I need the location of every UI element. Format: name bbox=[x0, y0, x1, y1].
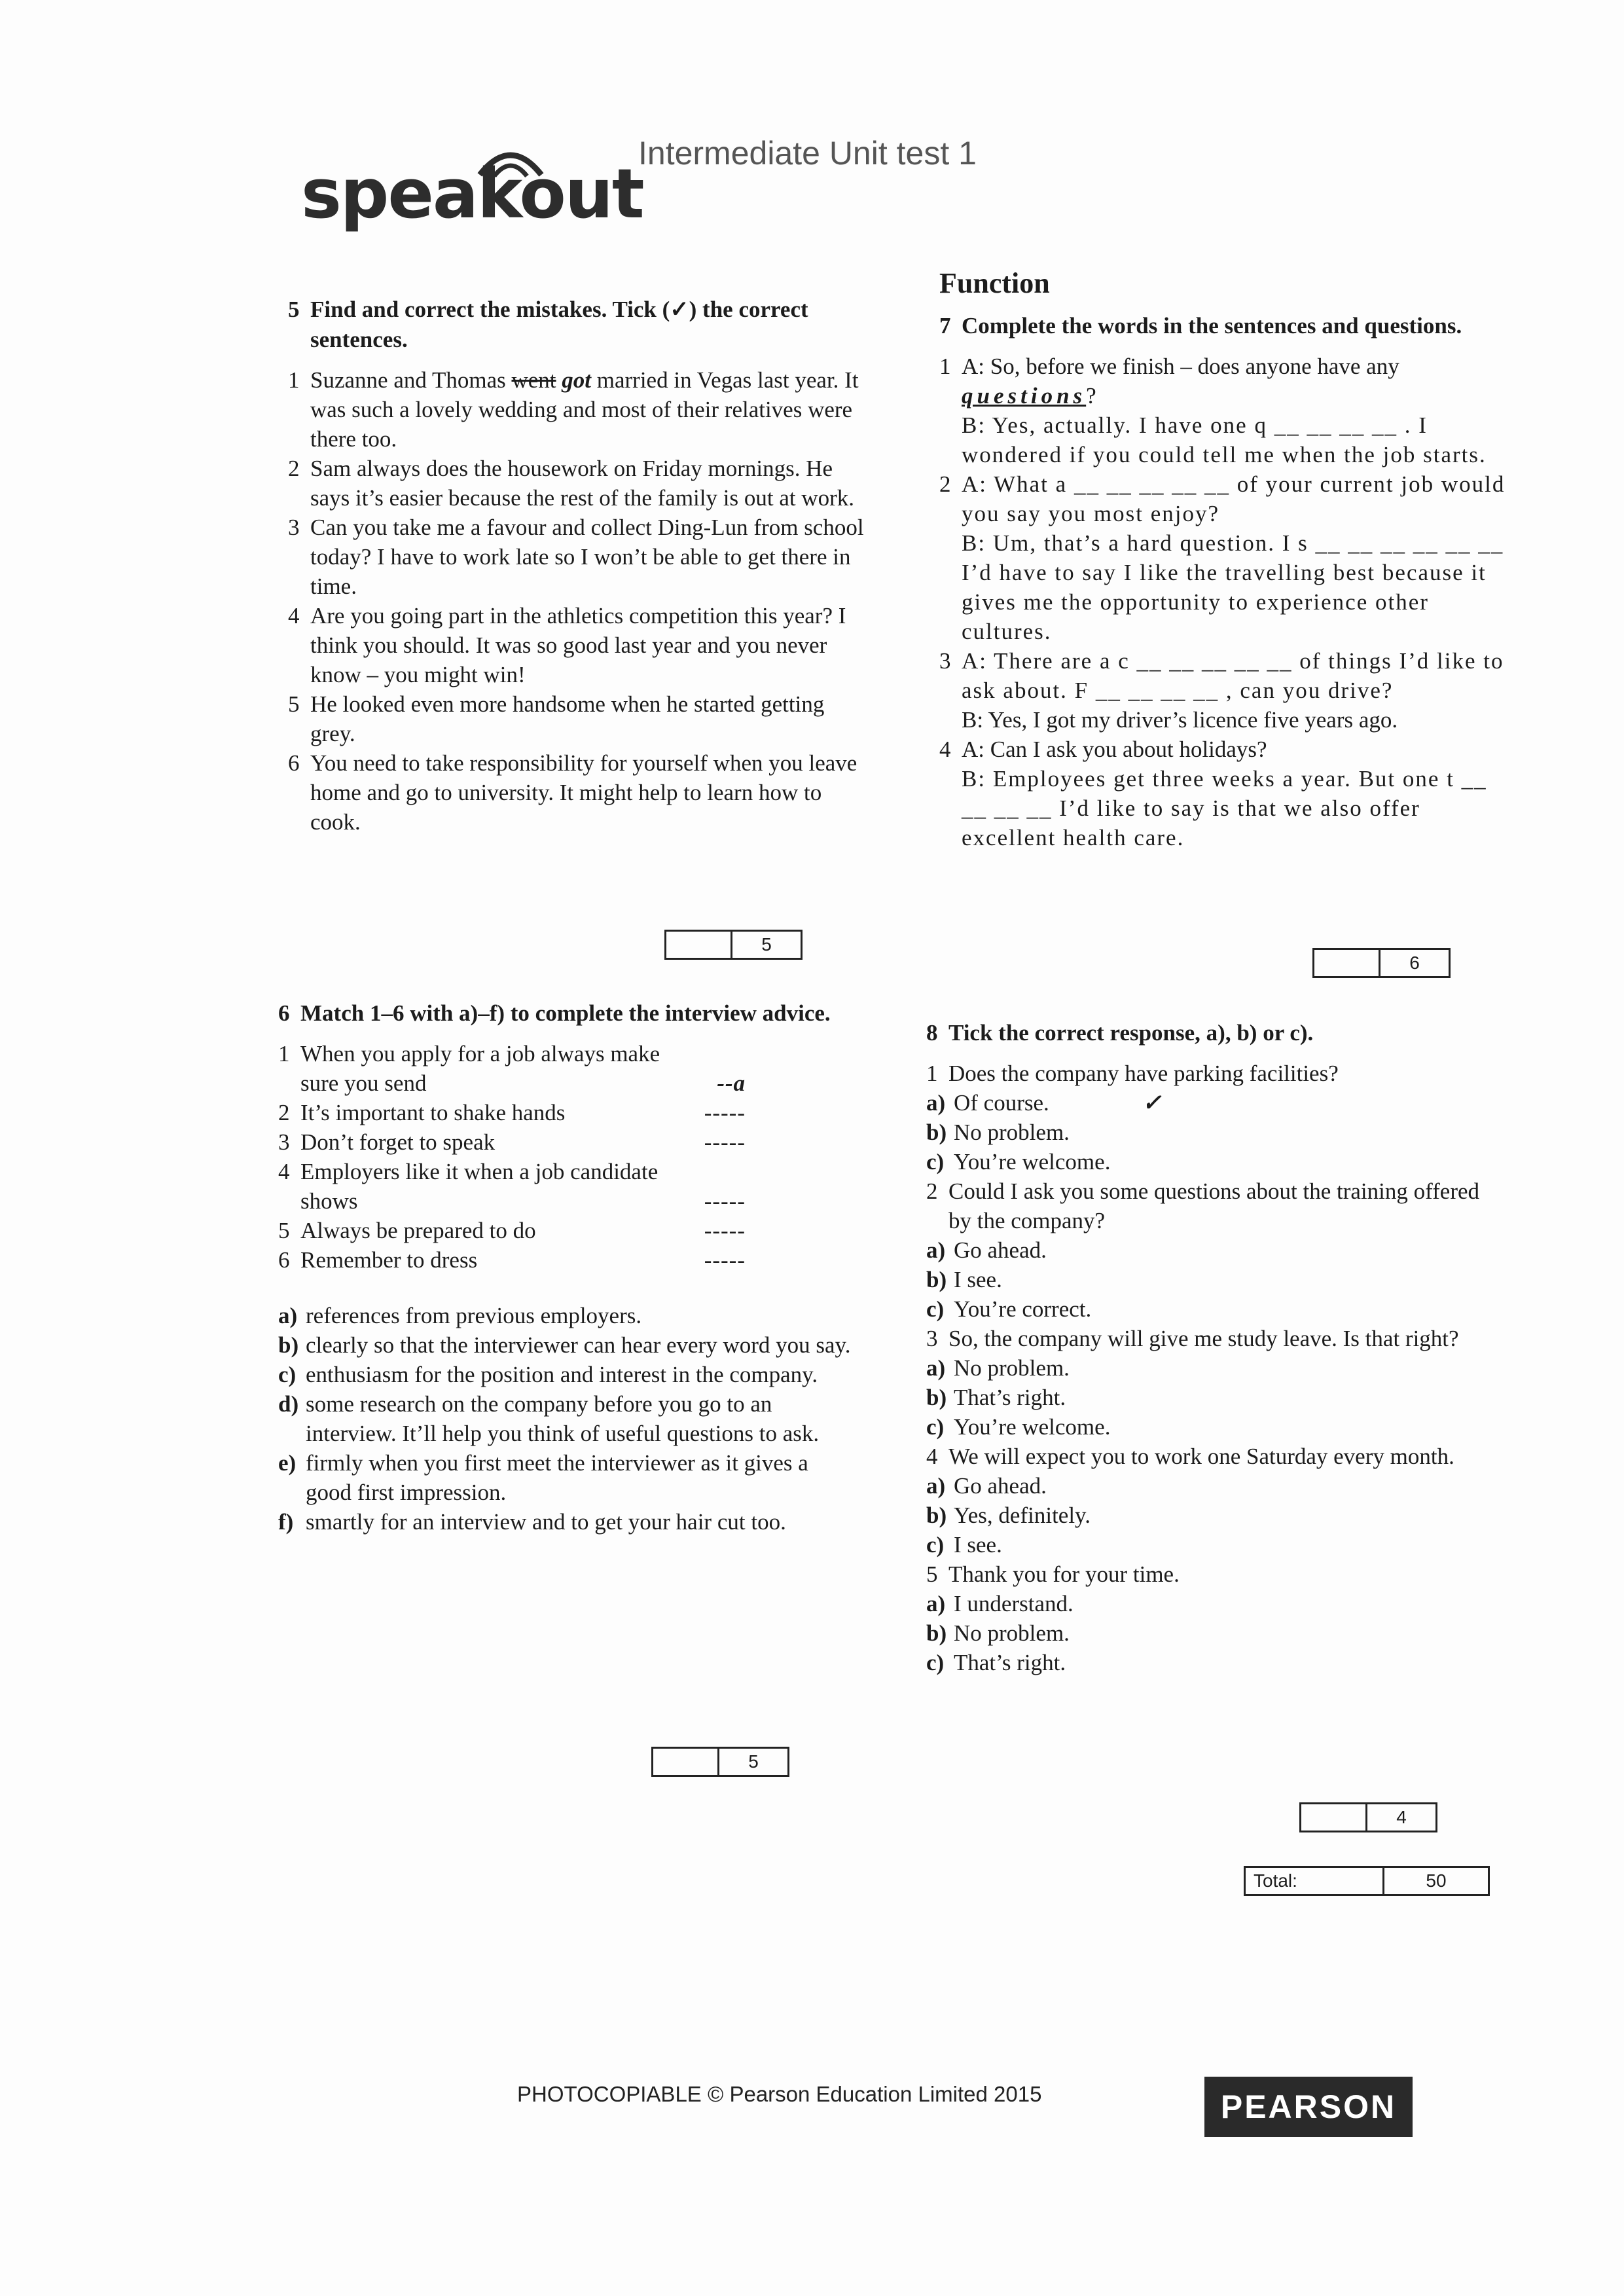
option-item[interactable]: b) I see. bbox=[926, 1267, 1002, 1292]
exercise-5-score-box: 5 bbox=[664, 930, 803, 960]
question-item: 1 Does the company have parking facilities? bbox=[926, 1061, 1339, 1086]
list-item: 4 Are you going part in the athletics competition this year? I think you should. It was so good last year and you never know – you might win! bbox=[288, 603, 846, 687]
answer-blank[interactable]: ----- bbox=[704, 1100, 746, 1125]
section-heading-function: Function bbox=[939, 267, 1050, 299]
option-item[interactable]: b) No problem. bbox=[926, 1120, 1070, 1145]
list-item: 5 Always be prepared to do ----- bbox=[278, 1216, 854, 1245]
list-item: 1 Suzanne and Thomas went got married in Vegas last year. It was such a lovely wedding and most of their relatives were there too. bbox=[288, 367, 859, 452]
exercise-5-instruction: 5 Find and correct the mistakes. Tick (✓) the correct sentences. bbox=[288, 297, 808, 352]
handwritten-correction: got bbox=[562, 367, 592, 393]
unit-title: Intermediate Unit test 1 bbox=[638, 135, 977, 172]
question-item: 5 Thank you for your time. bbox=[926, 1561, 1180, 1587]
option-item[interactable]: c) That’s right. bbox=[926, 1650, 1066, 1675]
exercise-5 bbox=[288, 295, 864, 837]
answer-blank[interactable]: ----- bbox=[704, 1247, 746, 1273]
option-item[interactable]: b) No problem. bbox=[926, 1620, 1070, 1646]
option-item[interactable]: a) No problem. bbox=[926, 1355, 1070, 1381]
option-item[interactable]: c) You’re welcome. bbox=[926, 1149, 1111, 1175]
list-item: 5 He looked even more handsome when he started getting grey. bbox=[288, 691, 825, 746]
exercise-6-score-box: 5 bbox=[651, 1747, 789, 1777]
option-item: b) clearly so that the interviewer can hear every word you say. bbox=[278, 1332, 851, 1358]
dialogue-item: 1 A: So, before we finish – does anyone have any questions? B: Yes, actually. I have one q __ __ __ __ . I wondered if you could tell me when the job starts. bbox=[939, 354, 1487, 467]
exercise-7-score-box: 6 bbox=[1312, 948, 1451, 978]
dialogue-item: 2 A: What a __ __ __ __ __ of your current job would you say you most enjoy? B: Um, that’s a hard question. I s __ __ __ __ __ __ I’d have to say I like the travelling best because it gives me the opportunity to experience other cultures. bbox=[939, 471, 1506, 644]
question-item: 4 We will expect you to work one Saturday every month. bbox=[926, 1444, 1454, 1469]
copyright-footer: PHOTOCOPIABLE © Pearson Education Limited 2015 bbox=[517, 2082, 1042, 2106]
exercise-8-score-box: 4 bbox=[1299, 1802, 1437, 1832]
option-item: e) firmly when you first meet the interviewer as it gives a good first impression. bbox=[278, 1450, 808, 1505]
exercise-6-instruction: 6 Match 1–6 with a)–f) to complete the interview advice. bbox=[278, 1000, 831, 1026]
exercise-8-instruction: 8 Tick the correct response, a), b) or c). bbox=[926, 1020, 1314, 1046]
option-item[interactable]: c) I see. bbox=[926, 1532, 1002, 1558]
list-item: 1 When you apply for a job always make sure you send --a bbox=[278, 1039, 854, 1098]
exercise-7 bbox=[939, 268, 1515, 852]
list-item: 6 You need to take responsibility for yourself when you leave home and go to university. It might help to learn how to cook. bbox=[288, 750, 857, 835]
list-item: 3 Can you take me a favour and collect Ding-Lun from school today? I have to work late so I won’t be able to get there in time. bbox=[288, 515, 864, 599]
handwritten-answer: questions bbox=[962, 383, 1087, 409]
option-item: f) smartly for an interview and to get your hair cut too. bbox=[278, 1509, 786, 1535]
total-score-box: Total: 50 bbox=[1244, 1866, 1490, 1896]
question-item: 3 So, the company will give me study leave. Is that right? bbox=[926, 1326, 1459, 1351]
speakout-logo bbox=[301, 141, 641, 252]
list-item: 6 Remember to dress ----- bbox=[278, 1245, 854, 1275]
tick-mark-icon: ✓ bbox=[1142, 1090, 1162, 1116]
answer-blank[interactable]: ----- bbox=[704, 1129, 746, 1155]
list-item: 3 Don’t forget to speak ----- bbox=[278, 1127, 854, 1157]
exercise-6 bbox=[278, 998, 854, 1537]
dialogue-item: 3 A: There are a c __ __ __ __ __ of things I’d like to ask about. F __ __ __ __ , can you drive? B: Yes, I got my driver’s licence five years ago. bbox=[939, 648, 1504, 733]
option-item: c) enthusiasm for the position and interest in the company. bbox=[278, 1362, 818, 1387]
option-item[interactable]: c) You’re correct. bbox=[926, 1296, 1092, 1322]
list-item: 2 Sam always does the housework on Friday mornings. He says it’s easier because the rest of the family is out at work. bbox=[288, 456, 855, 511]
option-item[interactable]: a) I understand. bbox=[926, 1591, 1074, 1616]
option-item[interactable]: a) Go ahead. bbox=[926, 1237, 1047, 1263]
option-item[interactable]: c) You’re welcome. bbox=[926, 1414, 1111, 1440]
option-item: a) references from previous employers. bbox=[278, 1303, 642, 1328]
option-item[interactable]: a) Go ahead. bbox=[926, 1473, 1047, 1499]
answer-blank[interactable]: ----- bbox=[704, 1188, 746, 1214]
answer-blank[interactable]: ----- bbox=[704, 1218, 746, 1243]
answer-blank[interactable]: --a bbox=[717, 1070, 746, 1096]
option-item[interactable]: b) Yes, definitely. bbox=[926, 1503, 1091, 1528]
exercise-7-instruction: 7 Complete the words in the sentences and questions. bbox=[939, 313, 1462, 338]
logo-text: speakout bbox=[301, 154, 643, 234]
option-item[interactable]: b) That’s right. bbox=[926, 1385, 1066, 1410]
list-item: 4 Employers like it when a job candidate shows ----- bbox=[278, 1157, 854, 1216]
list-item: 2 It’s important to shake hands ----- bbox=[278, 1098, 854, 1127]
dialogue-item: 4 A: Can I ask you about holidays? B: Employees get three weeks a year. But one t __ __ __ __ I’d like to say is that we also offer excellent health care. bbox=[939, 737, 1487, 850]
option-item: d) some research on the company before you go to an interview. It’ll help you think of useful questions to ask. bbox=[278, 1391, 820, 1446]
exercise-8 bbox=[926, 1018, 1502, 1677]
option-item[interactable]: a) Of course. ✓ bbox=[926, 1088, 1502, 1118]
question-item: 2 Could I ask you some questions about the training offered by the company? bbox=[926, 1178, 1480, 1233]
pearson-logo: PEARSON bbox=[1204, 2077, 1413, 2137]
